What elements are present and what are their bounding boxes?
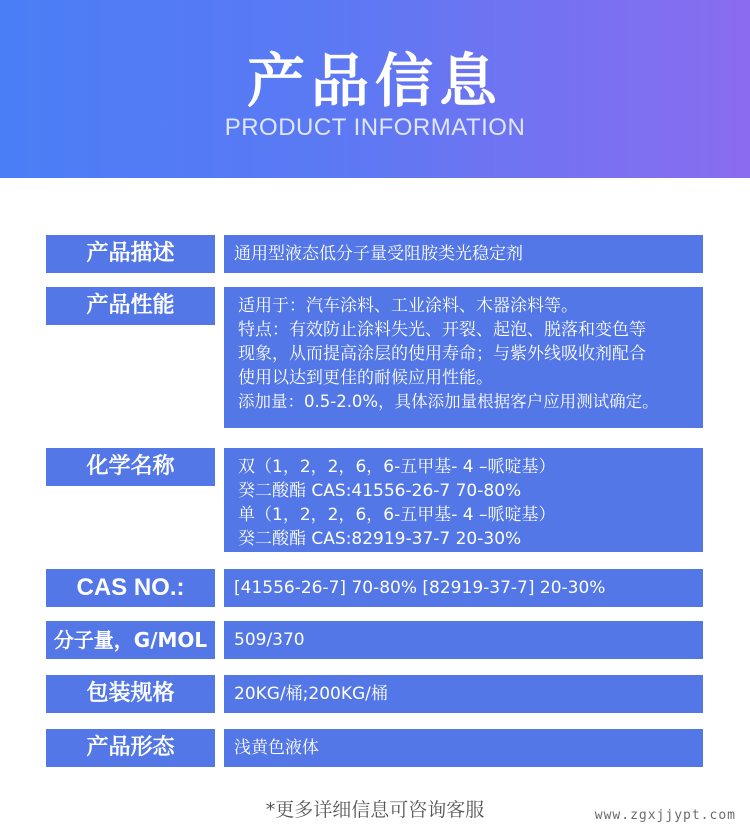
row-value [224, 675, 703, 713]
value-line: 适用于：汽车涂料、工业涂料、木器涂料等。 [238, 296, 578, 316]
value-line: 单（1，2，2，6，6-五甲基- 4 –哌啶基） [238, 505, 556, 525]
value-line: 添加量：0.5-2.0%，具体添加量根据客户应用测试确定。 [238, 392, 659, 411]
row-label: 产品性能 [46, 287, 215, 325]
value-line: 通用型液态低分子量受阻胺类光稳定剂 [234, 244, 523, 264]
value-line: 癸二酸酯 CAS:82919-37-7 20-30% [238, 529, 522, 549]
row-label: 包装规格 [46, 675, 215, 713]
row-value [224, 287, 703, 428]
row-value [224, 621, 703, 659]
header-banner [0, 0, 750, 178]
page-title: 产品信息 [246, 47, 503, 115]
value-line: 现象，从而提高涂层的使用寿命；与紫外线吸收剂配合 [238, 344, 646, 364]
value-line: 使用以达到更佳的耐候应用性能。 [238, 368, 493, 388]
value-line: 双（1，2，2，6，6-五甲基- 4 –哌啶基） [238, 457, 556, 477]
row-label: CAS NO.: [46, 569, 215, 607]
value-line: 癸二酸酯 CAS:41556-26-7 70-80% [238, 481, 522, 501]
row-label: 分子量，G/MOL [46, 621, 215, 659]
row-value [224, 235, 703, 273]
row-label: 产品形态 [46, 729, 215, 767]
row-value [224, 729, 703, 767]
row-value [224, 569, 703, 607]
site-watermark: www.zgxjjypt.com [594, 808, 736, 823]
contact-note: *更多详细信息可咨询客服 [265, 799, 485, 821]
value-line: [41556-26-7] 70-80% [82919-37-7] 20-30% [234, 578, 606, 598]
row-label: 化学名称 [46, 448, 215, 486]
value-line: 特点：有效防止涂料失光、开裂、起泡、脱落和变色等 [238, 320, 646, 340]
value-line: 20KG/桶;200KG/桶 [234, 684, 388, 704]
row-value [224, 448, 703, 552]
page-subtitle: PRODUCT INFORMATION [224, 114, 526, 141]
row-label: 产品描述 [46, 235, 215, 273]
value-line: 509/370 [234, 630, 305, 650]
value-line: 浅黄色液体 [234, 738, 319, 758]
